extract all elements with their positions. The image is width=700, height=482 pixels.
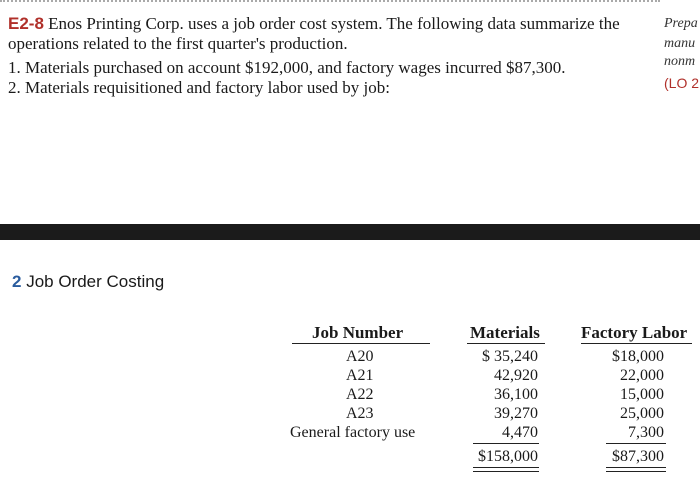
labor-value: 15,000	[620, 386, 664, 403]
total-double-rule	[473, 467, 539, 472]
materials-value: 39,270	[494, 405, 538, 422]
margin-text: Prepa	[664, 16, 698, 31]
job-number: A21	[346, 367, 374, 384]
materials-total: $158,000	[478, 448, 538, 465]
materials-value: 42,920	[494, 367, 538, 384]
job-number: General factory use	[290, 424, 416, 441]
header-rule	[292, 343, 430, 344]
subtotal-rule	[473, 443, 539, 444]
chapter-title: Job Order Costing	[26, 272, 165, 291]
labor-value: 25,000	[620, 405, 664, 422]
margin-text: nonm	[664, 54, 696, 69]
job-number: A23	[346, 405, 374, 422]
job-number: A22	[346, 386, 374, 403]
header-materials: Materials	[470, 323, 540, 342]
job-number: A20	[346, 348, 374, 365]
exercise-item-2: 2. Materials requisitioned and factory labor used by job:	[8, 78, 390, 97]
chapter-heading	[12, 272, 164, 292]
exercise-item-1: 1. Materials purchased on account $192,000, and factory wages incurred $87,300.	[8, 58, 566, 77]
header-rule	[581, 343, 692, 344]
total-double-rule	[606, 467, 666, 472]
exercise-intro-text: Enos Printing Corp. uses a job order cost system. The following data summarize the operations related to the first quarter's production.	[8, 14, 620, 53]
chapter-number: 2	[12, 272, 22, 291]
margin-text: manu	[664, 36, 696, 51]
materials-value: $ 35,240	[482, 348, 538, 365]
labor-value: 22,000	[620, 367, 664, 384]
page-divider-bar	[0, 224, 700, 240]
labor-value: 7,300	[628, 424, 664, 441]
header-factory-labor: Factory Labor	[581, 323, 688, 342]
learning-objective-ref: (LO 2	[664, 75, 700, 91]
header-job-number: Job Number	[312, 323, 404, 342]
exercise-intro	[8, 14, 648, 54]
materials-value: 36,100	[494, 386, 538, 403]
subtotal-rule	[606, 443, 666, 444]
top-dotted-rule	[0, 0, 660, 5]
labor-total: $87,300	[612, 448, 664, 465]
materials-value: 4,470	[502, 424, 538, 441]
labor-value: $18,000	[612, 348, 664, 365]
exercise-number: E2-8	[8, 14, 44, 33]
header-rule	[467, 343, 545, 344]
